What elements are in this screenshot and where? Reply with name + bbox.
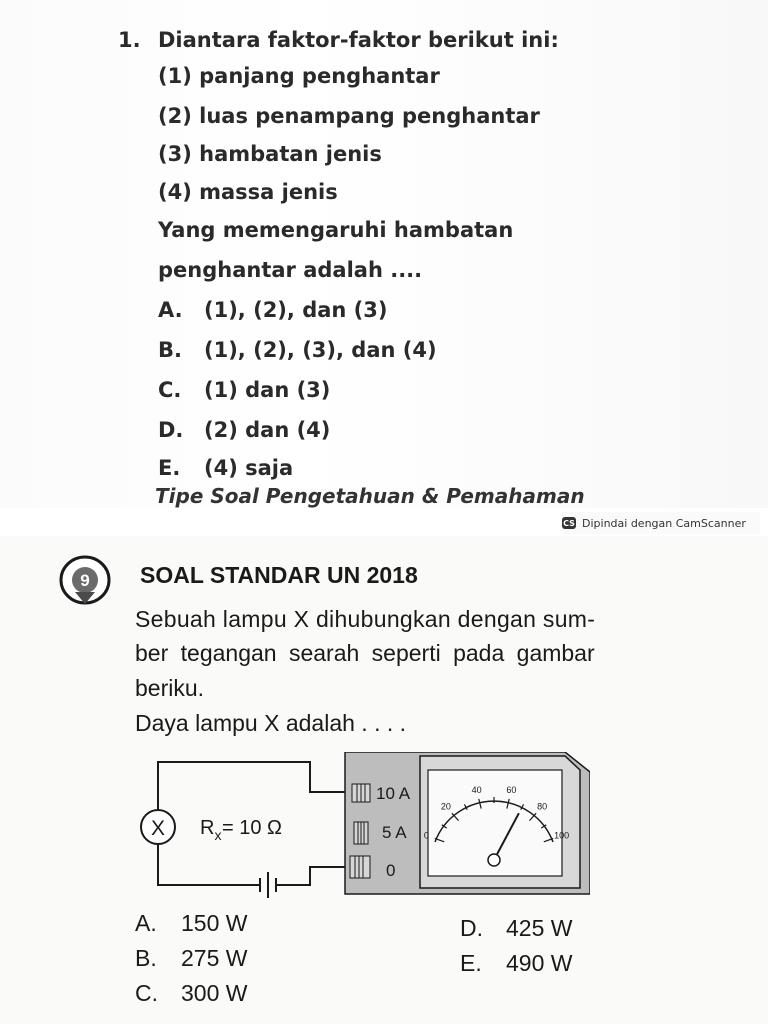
badge-number: 9 [80,571,90,590]
factor-item: (3) hambatan jenis [158,142,382,166]
option-text: (1), (2), dan (3) [204,298,388,322]
option-letter: B. [135,945,157,971]
question-prompt: Yang memengaruhi hambatan [158,218,514,242]
option-text: (1), (2), (3), dan (4) [204,338,437,362]
answer-option-b[interactable] [158,338,437,362]
dial-label: 0 [423,830,429,841]
camscanner-watermark [562,512,760,534]
svg-text:10 A: 10 A [376,784,411,803]
answer-option-c[interactable] [135,980,247,1007]
option-text: (4) saja [204,456,294,480]
lamp-x [141,810,175,844]
dial-label: 20 [440,801,451,812]
option-letter: B. [158,338,182,362]
factor-item: (2) luas penampang penghantar [158,104,540,128]
needle-pivot [488,854,500,866]
answer-option-a[interactable] [135,910,247,937]
answer-option-d[interactable] [158,418,331,442]
question-body-line: Sebuah lampu X dihubungkan dengan sum- [135,606,596,632]
question-number: 1. [118,28,141,52]
option-text: 490 W [506,950,573,976]
factor-item: (1) panjang penghantar [158,64,440,88]
camscanner-logo-icon: CS [563,518,575,528]
terminal-10a [352,784,411,803]
wire-bottom-right [276,867,350,885]
option-text: 425 W [506,915,573,941]
answer-option-b[interactable] [135,945,247,972]
resistance-symbol: $R_x$ [200,817,222,843]
wire-top [158,762,350,812]
circuit-diagram [120,752,590,902]
dial-label: 60 [506,785,517,796]
svg-text:0: 0 [386,861,396,880]
resistance-value: = 10 Ω [222,817,282,839]
wire-bottom-left [158,842,260,885]
question-prompt: penghantar adalah .... [158,258,423,282]
factor-item: (4) massa jenis [158,180,338,204]
option-text: 300 W [181,980,248,1006]
option-letter: C. [135,980,158,1006]
answer-option-e[interactable] [460,950,572,977]
dial-label: 100 [554,830,570,841]
question-number-badge [58,554,112,614]
watermark-text: Dipindai dengan CamScanner [582,516,746,530]
answer-option-e[interactable] [158,456,294,480]
cut-off-footer: Tipe Soal Pengetahuan & Pemahaman [155,486,585,508]
answer-option-c[interactable] [158,378,331,402]
answer-option-a[interactable] [158,298,388,322]
answer-option-d[interactable] [460,915,572,942]
lamp-label: X [150,817,166,840]
option-letter: A. [158,298,183,322]
option-letter: C. [158,378,182,402]
option-text: (1) dan (3) [204,378,331,402]
option-letter: E. [158,456,181,480]
option-text: 150 W [181,910,248,936]
option-letter: E. [460,950,482,976]
dial-label: 40 [471,785,482,796]
dial-label: 80 [537,801,548,812]
option-text: (2) dan (4) [204,418,331,442]
question-prompt: Daya lampu X adalah . . . . [135,710,407,736]
battery-icon [260,872,276,898]
option-letter: D. [158,418,184,442]
svg-text:5 A: 5 A [382,823,407,842]
option-letter: A. [135,910,157,936]
question-body-line: beriku. [135,675,205,701]
question-stem: Diantara faktor-faktor berikut ini: [158,28,559,52]
question-body-line: ber tegangan searah seperti pada gambar [135,640,595,666]
option-text: 275 W [181,945,248,971]
question-heading: SOAL STANDAR UN 2018 [140,562,418,588]
option-letter: D. [460,915,483,941]
